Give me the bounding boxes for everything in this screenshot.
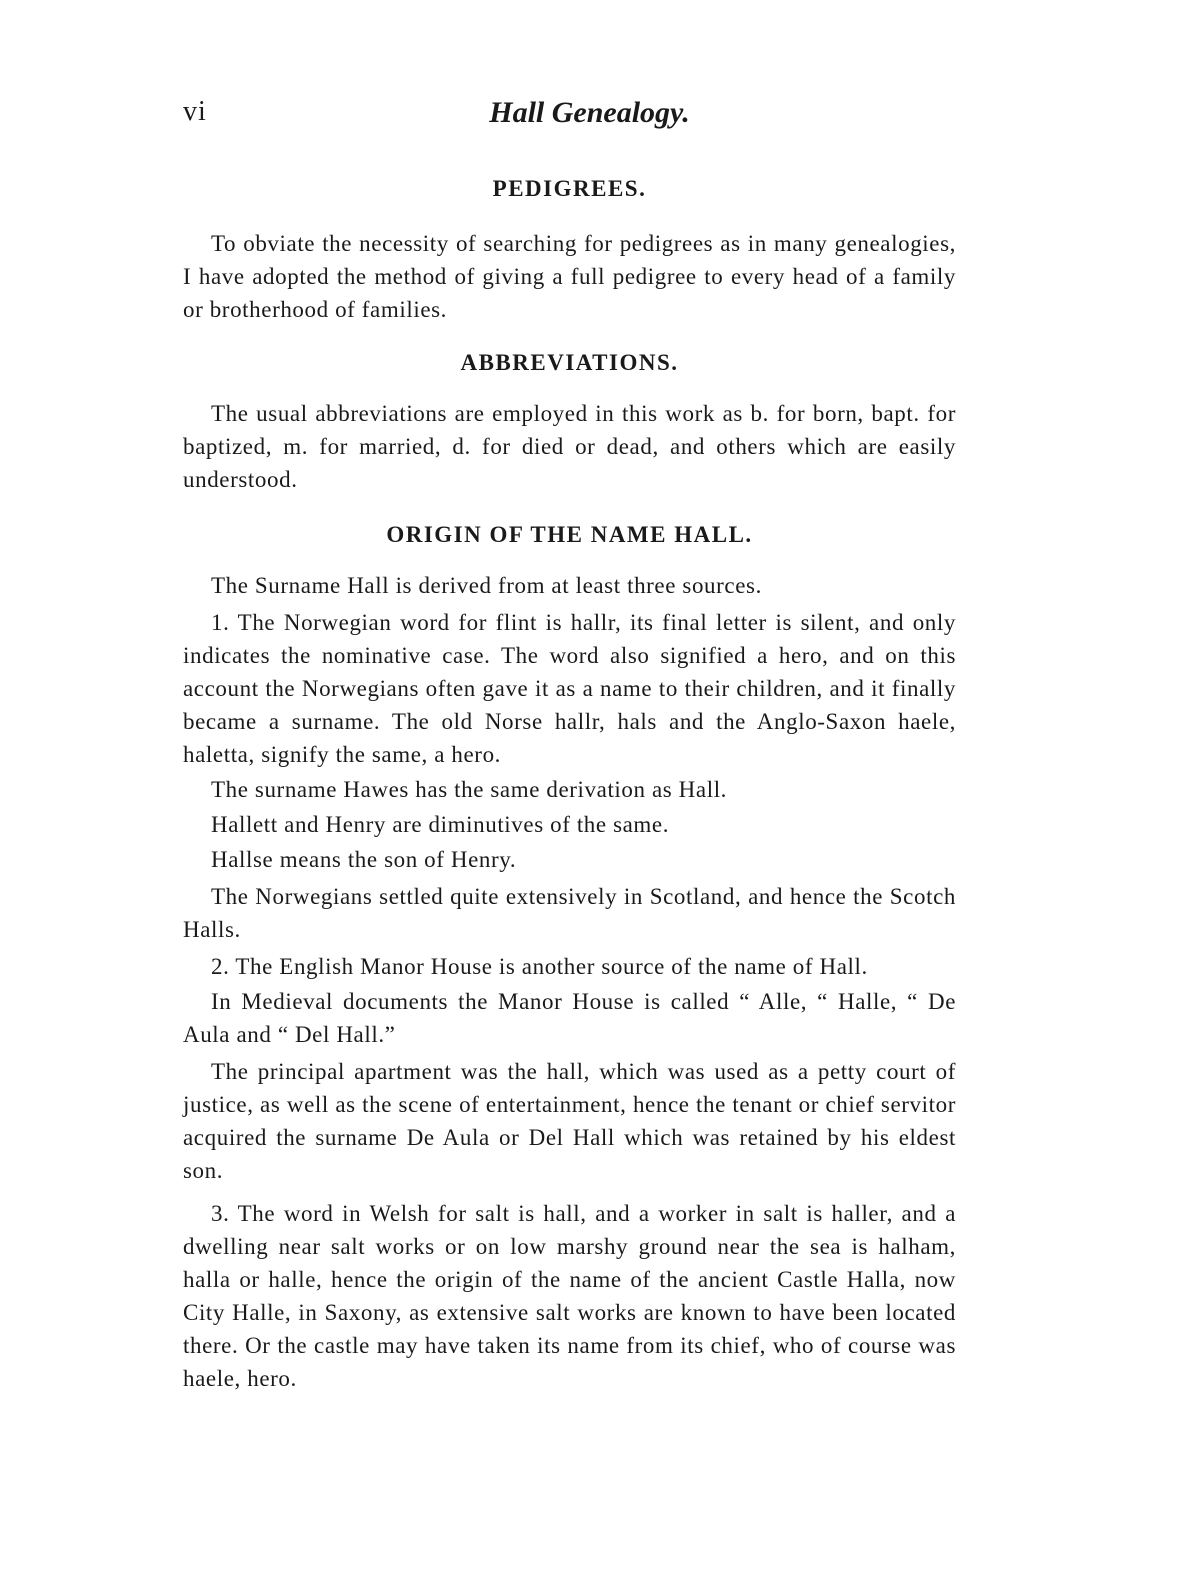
book-title: Hall Genealogy. [489,96,690,129]
paragraph-origin-hallse: Hallse means the son of Henry. [211,847,517,872]
running-head [183,96,956,144]
paragraph-origin-medieval: In Medieval documents the Manor House is called “ Alle, “ Halle, “ De Aula and “ Del Hall.” [183,989,956,1047]
paragraph-origin-intro: The Surname Hall is derived from at least three sources. [211,573,762,598]
paragraph-origin-welsh: 3. The word in Welsh for salt is hall, and a worker in salt is haller, and a dwelling near salt works or on low marshy ground near the sea is halham, halla or halle, hence the origin of the name of the ancient Castle Halla, now City Halle, in Saxony, as extensive salt works are known to have been located there. Or the castle may have taken its name from its chief, who of course was haele, hero. [183,1201,956,1391]
paragraph-origin-apartment: The principal apartment was the hall, which was used as a petty court of justice, as well as the scene of entertainment, hence the tenant or chief servitor acquired the surname De Aula or Del Hall which was retained by his eldest son. [183,1059,956,1183]
paragraph-origin-scotland: The Norwegians settled quite extensively in Scotland, and hence the Scotch Halls. [183,884,956,942]
heading-abbreviations: ABBREVIATIONS. [460,350,679,375]
paragraph-pedigrees: To obviate the necessity of searching for pedigrees as in many genealogies, I have adopted the method of giving a full pedigree to every head of a family or brotherhood of families. [183,231,956,322]
paragraph-abbreviations: The usual abbreviations are employed in this work as b. for born, bapt. for baptized, m. for married, d. for died or dead, and others which are easily understood. [183,401,956,492]
paragraph-origin-hawes: The surname Hawes has the same derivation as Hall. [211,777,728,802]
page-body [183,168,956,1395]
heading-pedigrees: PEDIGREES. [492,176,647,201]
paragraph-origin-manor: 2. The English Manor House is another source of the name of Hall. [211,954,868,979]
heading-origin: ORIGIN OF THE NAME HALL. [386,522,753,547]
page-number: vi [183,96,207,127]
paragraph-origin-hallett: Hallett and Henry are diminutives of the same. [211,812,670,837]
paragraph-origin-norwegian: 1. The Norwegian word for flint is hallr, its final letter is silent, and only indicates the nominative case. The word also signified a hero, and on this account the Norwegians often gave it as a name to their children, and it finally became a surname. The old Norse hallr, hals and the Anglo-Saxon haele, haletta, signify the same, a hero. [183,610,956,767]
